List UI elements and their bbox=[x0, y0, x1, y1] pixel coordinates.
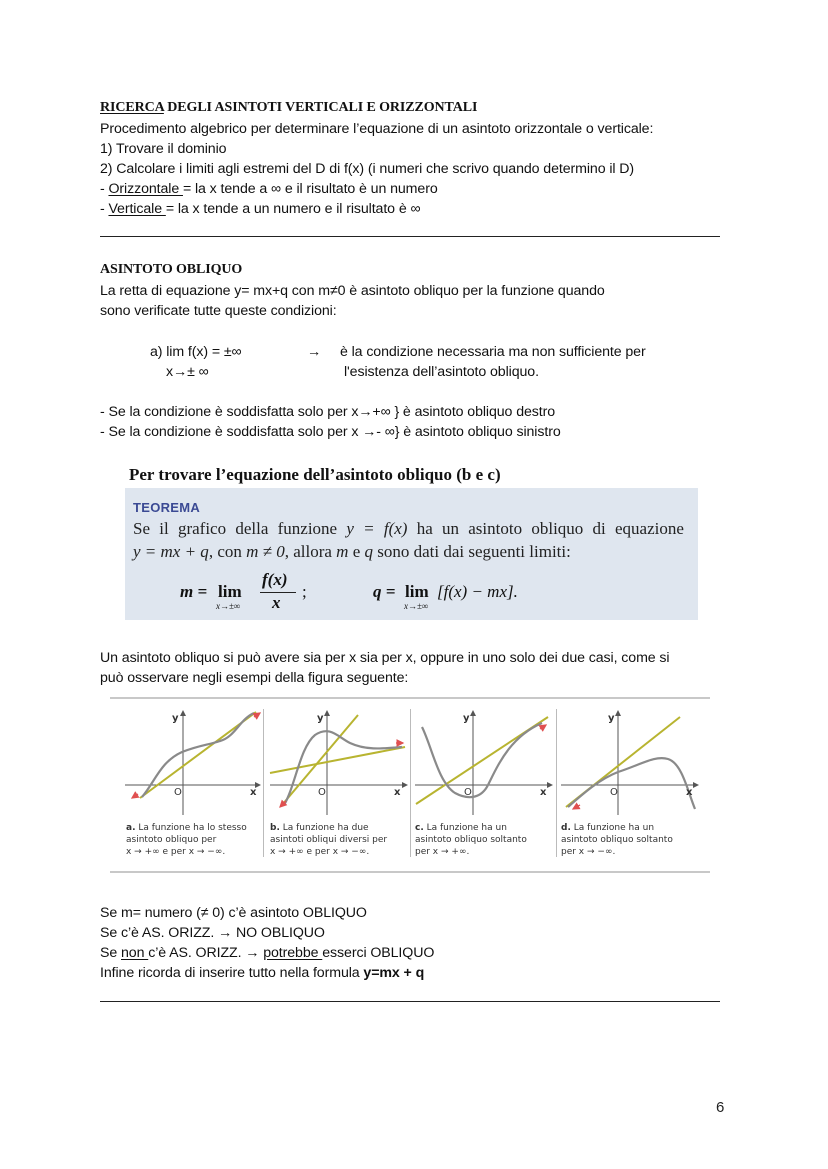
lim: lim bbox=[405, 582, 429, 601]
lim-subscript: x→±∞ bbox=[216, 601, 241, 611]
lim: lim bbox=[218, 582, 242, 601]
theorem-line-2 bbox=[133, 542, 571, 562]
svg-text:x: x bbox=[394, 787, 401, 798]
underlined-non: non bbox=[121, 945, 149, 961]
caption-letter: a. bbox=[126, 823, 136, 833]
m-lhs: m = bbox=[180, 582, 208, 601]
graph-a bbox=[125, 711, 260, 815]
summary-line-4 bbox=[100, 963, 424, 984]
theorem-box bbox=[125, 488, 698, 620]
caption-letter: c. bbox=[415, 823, 424, 833]
svg-text:y: y bbox=[463, 713, 470, 724]
verticale-label: Verticale bbox=[108, 201, 166, 217]
svg-text:O: O bbox=[464, 787, 472, 798]
obliquo-intro-1: La retta di equazione y= mx+q con m≠0 è asintoto obliquo per la funzione quando bbox=[100, 283, 605, 299]
verticale-definition bbox=[100, 199, 420, 220]
condition-a-limit: a) lim f(x) = ±∞ bbox=[150, 344, 242, 360]
caption-line: x → +∞ e per x → −∞. bbox=[126, 847, 226, 857]
text: sono dati dai seguenti limiti: bbox=[373, 542, 571, 561]
text: c’è AS. ORIZZ. → bbox=[148, 945, 264, 961]
math-line-eq: y = mx + q bbox=[133, 542, 209, 561]
section-title-obliquo: ASINTOTO OBLIQUO bbox=[100, 262, 243, 277]
fraction-numerator: f(x) bbox=[262, 570, 288, 589]
text: ha un asintoto obliquo di equazione bbox=[407, 519, 684, 538]
condition-note-1: è la condizione necessaria ma non sufficiente per bbox=[340, 344, 646, 360]
section-title-vertical-horizontal bbox=[100, 100, 477, 116]
text: Se bbox=[100, 945, 121, 961]
condition-note-2: l'esistenza dell’asintoto obliquo. bbox=[344, 364, 539, 380]
caption-line: La funzione ha un bbox=[423, 823, 507, 833]
theorem-line-1 bbox=[133, 519, 684, 539]
svg-text:x: x bbox=[540, 787, 547, 798]
svg-text:y: y bbox=[317, 713, 324, 724]
caption-line: asintoto obliquo soltanto bbox=[561, 835, 673, 845]
caption-a bbox=[126, 822, 247, 858]
caption-letter: b. bbox=[270, 823, 280, 833]
obliquo-intro-2: sono verificate tutte queste condizioni: bbox=[100, 303, 337, 319]
orizzontale-text: = la x tende a ∞ e il risultato è un numero bbox=[182, 181, 438, 197]
destro-rule: - Se la condizione è soddisfatta solo per x→+∞ } è asintoto obliquo destro bbox=[100, 404, 556, 420]
caption-line: La funzione ha un bbox=[570, 823, 655, 833]
text: , allora bbox=[284, 542, 337, 561]
graph-b bbox=[270, 711, 407, 815]
theorem-heading: Per trovare l’equazione dell’asintoto obliquo (b e c) bbox=[129, 465, 501, 484]
caption-line: per x → −∞. bbox=[561, 847, 616, 857]
arrow-icon: → bbox=[307, 344, 322, 360]
caption-letter: d. bbox=[561, 823, 571, 833]
divider-1 bbox=[100, 236, 720, 237]
summary-line-3 bbox=[100, 943, 434, 964]
text: Infine ricorda di inserire tutto nella formula bbox=[100, 965, 364, 981]
condition-a-subscript: x→± ∞ bbox=[166, 364, 209, 380]
text: , con bbox=[208, 542, 247, 561]
y-axis-label: y bbox=[172, 713, 179, 724]
graph-d bbox=[561, 711, 698, 815]
q-lhs: q = bbox=[373, 582, 396, 601]
caption-line: asintoto obliquo soltanto bbox=[415, 835, 527, 845]
title-rest: DEGLI ASINTOTI VERTICALI E ORIZZONTALI bbox=[163, 100, 478, 115]
page-number: 6 bbox=[716, 1099, 725, 1116]
caption-line: per x → +∞. bbox=[415, 847, 470, 857]
caption-b bbox=[270, 822, 387, 858]
caption-line: asintoti obliqui diversi per bbox=[270, 835, 388, 845]
svg-text:y: y bbox=[608, 713, 615, 724]
x-axis-label: x bbox=[250, 787, 257, 798]
figure-intro-2: può osservare negli esempi della figura seguente: bbox=[100, 670, 409, 686]
sinistro-rule: - Se la condizione è soddisfatta solo per x →- ∞} è asintoto obliquo sinistro bbox=[100, 424, 561, 440]
text: esserci OBLIQUO bbox=[322, 945, 435, 961]
bullet: - bbox=[100, 181, 109, 197]
svg-text:O: O bbox=[318, 787, 326, 798]
text: e bbox=[348, 542, 365, 561]
figure-intro-1: Un asintoto obliquo si può avere sia per x sia per x, oppure in uno solo dei due casi, come si bbox=[100, 650, 670, 666]
formula-bold: y=mx + q bbox=[363, 965, 425, 981]
caption-line: La funzione ha lo stesso bbox=[135, 823, 247, 833]
caption-d bbox=[561, 822, 673, 858]
svg-text:O: O bbox=[610, 787, 618, 798]
math-y-fx: y = f(x) bbox=[346, 519, 408, 538]
caption-line: x → +∞ e per x → −∞. bbox=[270, 847, 370, 857]
verticale-text: = la x tende a un numero e il risultato è ∞ bbox=[165, 201, 421, 217]
q-expression: [f(x) − mx]. bbox=[437, 582, 518, 601]
caption-line: asintoto obliquo per bbox=[126, 835, 217, 845]
orizzontale-definition bbox=[100, 179, 438, 200]
summary-line-1: Se m= numero (≠ 0) c’è asintoto OBLIQUO bbox=[100, 905, 367, 921]
text: Se il grafico della funzione bbox=[133, 519, 347, 538]
bullet: - bbox=[100, 201, 109, 217]
step-1: 1) Trovare il dominio bbox=[100, 141, 227, 157]
svg-text:x: x bbox=[686, 787, 693, 798]
math-m: m bbox=[336, 542, 349, 561]
theorem-label: TEOREMA bbox=[133, 500, 201, 515]
math-q: q bbox=[364, 542, 373, 561]
fraction-denominator: x bbox=[272, 593, 281, 612]
step-2: 2) Calcolare i limiti agli estremi del D di f(x) (i numeri che scrivo quando determino il D) bbox=[100, 161, 635, 177]
caption-c bbox=[415, 822, 527, 858]
graph-c bbox=[415, 711, 552, 815]
asymptote-examples-figure bbox=[110, 697, 710, 873]
math-m-neq-0: m ≠ 0 bbox=[246, 542, 285, 561]
orizzontale-label: Orizzontale bbox=[108, 181, 183, 197]
title-underlined-word: RICERCA bbox=[100, 100, 164, 115]
figure-bottom-rule bbox=[110, 871, 710, 873]
summary-line-2: Se c’è AS. ORIZZ. → NO OBLIQUO bbox=[100, 925, 325, 941]
intro-text: Procedimento algebrico per determinare l’equazione di un asintoto orizzontale o verticale: bbox=[100, 121, 654, 137]
caption-line: La funzione ha due bbox=[279, 823, 369, 833]
graphs-svg bbox=[110, 697, 710, 822]
underlined-potrebbe: potrebbe bbox=[263, 945, 323, 961]
divider-2 bbox=[100, 1001, 720, 1002]
semicolon: ; bbox=[302, 582, 307, 601]
lim-subscript: x→±∞ bbox=[404, 601, 429, 611]
origin-label: O bbox=[174, 787, 182, 798]
